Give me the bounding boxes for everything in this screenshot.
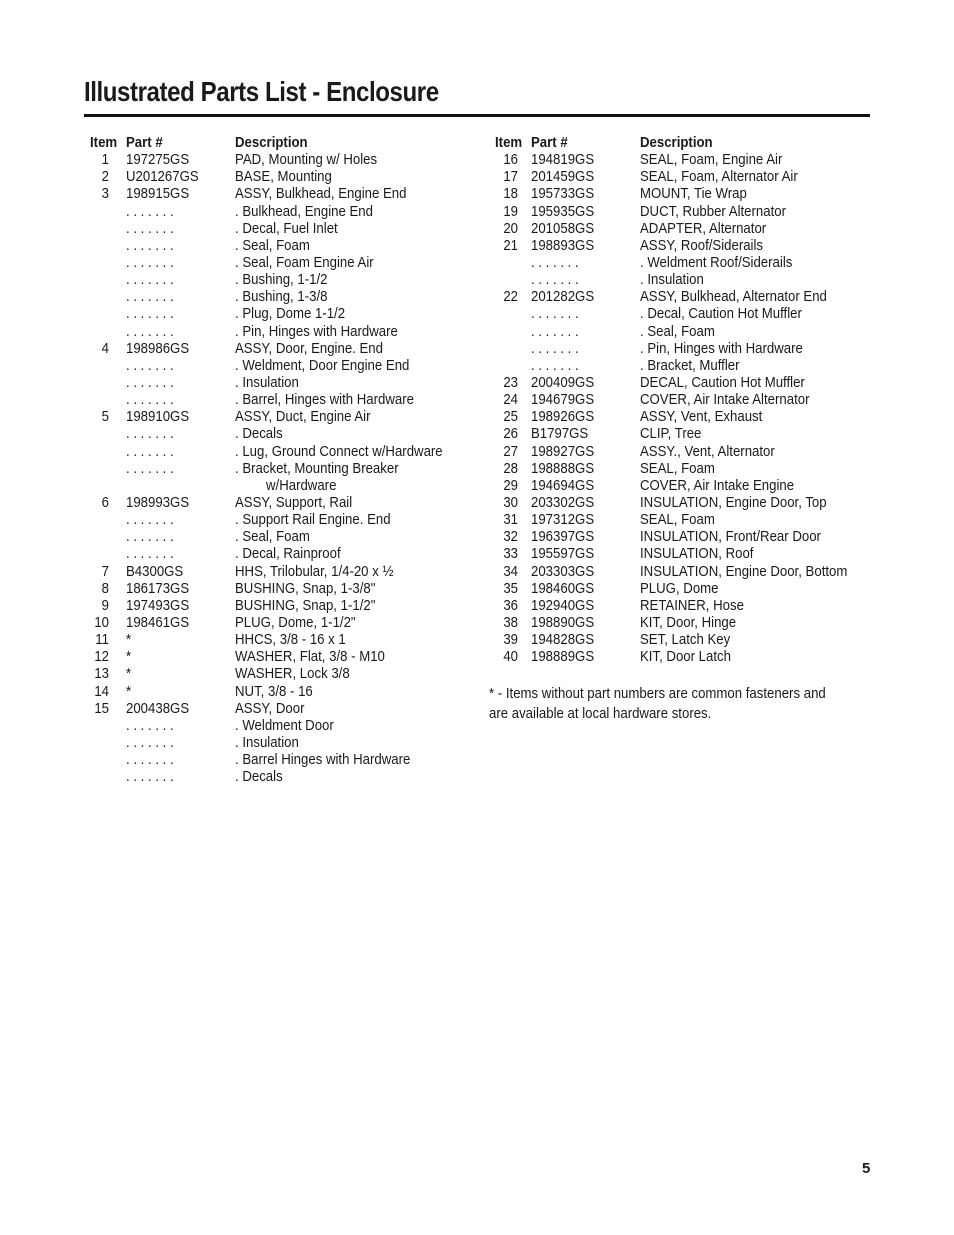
table-row [90, 751, 470, 768]
part-number: . . . . . . . [531, 339, 579, 357]
description: ASSY, Roof/Siderails [640, 236, 764, 254]
part-number: . . . . . . . [126, 425, 174, 443]
part-number: 195935GS [531, 202, 595, 220]
part-number: * [126, 682, 132, 700]
description: . Weldment Roof/Siderails [640, 253, 793, 271]
part-number: 194679GS [531, 391, 595, 409]
item-number: 15 [94, 699, 109, 717]
table-row [90, 288, 470, 305]
item-number: 38 [503, 613, 518, 631]
item-number: 27 [503, 442, 518, 460]
description: ASSY, Support, Rail [235, 493, 353, 511]
part-number: 203303GS [531, 562, 595, 580]
item-number: 23 [503, 373, 518, 391]
description: COVER, Air Intake Alternator [640, 391, 810, 409]
item-number: 12 [94, 648, 109, 666]
header-description: Description [640, 134, 713, 151]
description: . Bracket, Mounting Breaker [235, 459, 399, 477]
part-number: 198915GS [126, 185, 190, 203]
part-number: 197275GS [126, 151, 190, 169]
description: HHCS, 3/8 - 16 x 1 [235, 631, 346, 649]
part-number: * [126, 631, 132, 649]
description: MOUNT, Tie Wrap [640, 185, 747, 203]
description: INSULATION, Front/Rear Door [640, 528, 821, 546]
description: BASE, Mounting [235, 168, 332, 186]
description: NUT, 3/8 - 16 [235, 682, 313, 700]
table-row [90, 665, 470, 682]
item-number: 32 [503, 528, 518, 546]
table-row [90, 768, 470, 785]
description: DUCT, Rubber Alternator [640, 202, 786, 220]
table-row [495, 271, 875, 288]
part-number: 197312GS [531, 511, 595, 529]
table-row [90, 717, 470, 734]
description: COVER, Air Intake Engine [640, 476, 795, 494]
item-number: 30 [503, 493, 518, 511]
description: . Insulation [235, 373, 299, 391]
part-number: 198893GS [531, 236, 595, 254]
parts-rows-left [90, 151, 470, 785]
table-row [90, 220, 470, 237]
table-row [495, 288, 875, 305]
item-number: 13 [94, 665, 109, 683]
part-number: . . . . . . . [126, 733, 174, 751]
description: . Decals [235, 768, 283, 786]
table-row [495, 614, 875, 631]
table-row [495, 254, 875, 271]
part-number: . . . . . . . [126, 305, 174, 323]
item-number: 22 [503, 288, 518, 306]
description: SEAL, Foam, Alternator Air [640, 168, 798, 186]
description: ASSY., Vent, Alternator [640, 442, 775, 460]
description: . Bushing, 1-1/2 [235, 271, 328, 289]
table-row [90, 563, 470, 580]
table-row [90, 443, 470, 460]
item-number: 40 [503, 648, 518, 666]
part-number: 198986GS [126, 339, 190, 357]
description: KIT, Door, Hinge [640, 613, 737, 631]
table-row [90, 580, 470, 597]
parts-table-right [495, 134, 875, 665]
part-number: . . . . . . . [126, 322, 174, 340]
table-row [495, 408, 875, 425]
part-number: . . . . . . . [126, 442, 174, 460]
table-row [90, 185, 470, 202]
description: INSULATION, Roof [640, 545, 754, 563]
table-row [90, 357, 470, 374]
table-row [495, 511, 875, 528]
table-row [90, 323, 470, 340]
description: ASSY, Bulkhead, Alternator End [640, 288, 827, 306]
table-row [495, 357, 875, 374]
part-number: 186173GS [126, 579, 190, 597]
part-number: 203302GS [531, 493, 595, 511]
item-number: 4 [101, 339, 109, 357]
part-number: . . . . . . . [126, 751, 174, 769]
part-number: . . . . . . . [531, 322, 579, 340]
part-number: . . . . . . . [126, 528, 174, 546]
description: KIT, Door Latch [640, 648, 731, 666]
item-number: 9 [101, 596, 109, 614]
table-row [495, 168, 875, 185]
description: WASHER, Lock 3/8 [235, 665, 350, 683]
item-number: 14 [94, 682, 109, 700]
table-row [90, 648, 470, 665]
description: ASSY, Duct, Engine Air [235, 408, 371, 426]
item-number: 39 [503, 631, 518, 649]
description: ASSY, Door [235, 699, 305, 717]
table-row [90, 700, 470, 717]
description: RETAINER, Hose [640, 596, 744, 614]
item-number: 26 [503, 425, 518, 443]
item-number: 5 [101, 408, 109, 426]
part-number: 198927GS [531, 442, 595, 460]
part-number: . . . . . . . [126, 545, 174, 563]
table-row [90, 237, 470, 254]
description: . Decals [235, 425, 283, 443]
table-row [90, 305, 470, 322]
table-row [90, 168, 470, 185]
part-number: 198888GS [531, 459, 595, 477]
part-number: . . . . . . . [126, 716, 174, 734]
part-number: B4300GS [126, 562, 184, 580]
description: . Plug, Dome 1-1/2 [235, 305, 346, 323]
description: ASSY, Vent, Exhaust [640, 408, 763, 426]
part-number: . . . . . . . [126, 356, 174, 374]
table-row [495, 185, 875, 202]
item-number: 28 [503, 459, 518, 477]
description: SET, Latch Key [640, 631, 731, 649]
description: HHS, Trilobular, 1/4-20 x ½ [235, 562, 394, 580]
part-number: . . . . . . . [531, 305, 579, 323]
part-number: . . . . . . . [126, 236, 174, 254]
item-number: 29 [503, 476, 518, 494]
description: . Decal, Caution Hot Muffler [640, 305, 802, 323]
part-number: 198461GS [126, 613, 190, 631]
item-number: 21 [503, 236, 518, 254]
item-number: 6 [101, 493, 109, 511]
part-number: . . . . . . . [126, 288, 174, 306]
part-number: 197493GS [126, 596, 190, 614]
description: . Seal, Foam [235, 236, 310, 254]
description: INSULATION, Engine Door, Top [640, 493, 827, 511]
table-row [90, 425, 470, 442]
description: . Insulation [235, 733, 299, 751]
footnote-line: * - Items without part numbers are common fasteners and [489, 685, 826, 702]
part-number: . . . . . . . [126, 768, 174, 786]
table-row [495, 305, 875, 322]
part-number: 198889GS [531, 648, 595, 666]
item-number: 2 [101, 168, 109, 186]
table-row [495, 443, 875, 460]
part-number: . . . . . . . [126, 219, 174, 237]
part-number: . . . . . . . [126, 511, 174, 529]
description: PAD, Mounting w/ Holes [235, 151, 378, 169]
table-row [90, 271, 470, 288]
table-row [495, 563, 875, 580]
header-part: Part # [126, 134, 163, 151]
item-number: 3 [101, 185, 109, 203]
table-row [495, 580, 875, 597]
table-row [495, 460, 875, 477]
item-number: 7 [101, 562, 109, 580]
part-number: . . . . . . . [531, 356, 579, 374]
parts-rows-right [495, 151, 875, 665]
description: BUSHING, Snap, 1-1/2" [235, 596, 376, 614]
table-row [90, 528, 470, 545]
header-item: Item [90, 134, 118, 151]
table-row [495, 391, 875, 408]
part-number: . . . . . . . [126, 459, 174, 477]
table-row [90, 203, 470, 220]
description: SEAL, Foam [640, 459, 715, 477]
description: WASHER, Flat, 3/8 - M10 [235, 648, 385, 666]
table-row [495, 597, 875, 614]
part-number: * [126, 648, 132, 666]
table-row [90, 391, 470, 408]
description: BUSHING, Snap, 1-3/8" [235, 579, 376, 597]
table-row [90, 477, 470, 494]
part-number: 196397GS [531, 528, 595, 546]
table-header [90, 134, 470, 151]
description: . Seal, Foam [640, 322, 715, 340]
table-row [495, 477, 875, 494]
part-number: 200438GS [126, 699, 190, 717]
item-number: 16 [503, 151, 518, 169]
table-row [90, 151, 470, 168]
table-row [90, 511, 470, 528]
table-row [495, 340, 875, 357]
item-number: 18 [503, 185, 518, 203]
item-number: 24 [503, 391, 518, 409]
table-row [495, 545, 875, 562]
description: INSULATION, Engine Door, Bottom [640, 562, 848, 580]
part-number: . . . . . . . [126, 373, 174, 391]
description: ADAPTER, Alternator [640, 219, 767, 237]
item-number: 10 [94, 613, 109, 631]
table-row [90, 734, 470, 751]
part-number: 201282GS [531, 288, 595, 306]
description: . Weldment, Door Engine End [235, 356, 410, 374]
part-number: U201267GS [126, 168, 199, 186]
table-row [90, 683, 470, 700]
table-row [90, 631, 470, 648]
table-row [495, 425, 875, 442]
part-number: 198890GS [531, 613, 595, 631]
table-row [90, 408, 470, 425]
description: . Barrel Hinges with Hardware [235, 751, 411, 769]
table-row [495, 220, 875, 237]
table-row [90, 494, 470, 511]
parts-table-left [90, 134, 470, 785]
table-row [495, 237, 875, 254]
part-number: 198993GS [126, 493, 190, 511]
description: DECAL, Caution Hot Muffler [640, 373, 805, 391]
item-number: 19 [503, 202, 518, 220]
table-row [495, 631, 875, 648]
table-row [90, 340, 470, 357]
table-row [90, 597, 470, 614]
part-number: . . . . . . . [126, 253, 174, 271]
item-number: 35 [503, 579, 518, 597]
item-number: 25 [503, 408, 518, 426]
part-number: . . . . . . . [531, 271, 579, 289]
part-number: . . . . . . . [126, 391, 174, 409]
part-number: 201058GS [531, 219, 595, 237]
table-header [495, 134, 875, 151]
description: SEAL, Foam, Engine Air [640, 151, 783, 169]
description: PLUG, Dome [640, 579, 719, 597]
header-item: Item [495, 134, 523, 151]
description: . Support Rail Engine. End [235, 511, 391, 529]
item-number: 31 [503, 511, 518, 529]
description: . Seal, Foam Engine Air [235, 253, 374, 271]
page-title: Illustrated Parts List - Enclosure [84, 76, 439, 107]
description: . Insulation [640, 271, 704, 289]
table-row [495, 494, 875, 511]
description: w/Hardware [266, 476, 337, 494]
item-number: 34 [503, 562, 518, 580]
part-number: 194694GS [531, 476, 595, 494]
part-number: 201459GS [531, 168, 595, 186]
description: . Lug, Ground Connect w/Hardware [235, 442, 443, 460]
item-number: 8 [101, 579, 109, 597]
description: ASSY, Bulkhead, Engine End [235, 185, 407, 203]
description: . Bulkhead, Engine End [235, 202, 373, 220]
part-number: 198460GS [531, 579, 595, 597]
part-number: 195597GS [531, 545, 595, 563]
title-rule [84, 114, 870, 117]
table-row [495, 151, 875, 168]
description: . Decal, Rainproof [235, 545, 341, 563]
description: . Bracket, Muffler [640, 356, 740, 374]
description: ASSY, Door, Engine. End [235, 339, 383, 357]
description: . Barrel, Hinges with Hardware [235, 391, 415, 409]
header-description: Description [235, 134, 308, 151]
table-row [90, 254, 470, 271]
description: . Pin, Hinges with Hardware [235, 322, 398, 340]
part-number: 194819GS [531, 151, 595, 169]
part-number: 200409GS [531, 373, 595, 391]
part-number: . . . . . . . [126, 202, 174, 220]
table-row [90, 614, 470, 631]
part-number: 198910GS [126, 408, 190, 426]
footnote [489, 684, 841, 723]
item-number: 17 [503, 168, 518, 186]
part-number: 195733GS [531, 185, 595, 203]
part-number: . . . . . . . [531, 253, 579, 271]
part-number: . . . . . . . [126, 271, 174, 289]
table-row [495, 648, 875, 665]
description: . Weldment Door [235, 716, 334, 734]
description: . Decal, Fuel Inlet [235, 219, 338, 237]
item-number: 11 [95, 631, 109, 649]
table-row [495, 323, 875, 340]
item-number: 33 [503, 545, 518, 563]
header-part: Part # [531, 134, 568, 151]
table-row [90, 374, 470, 391]
table-row [495, 374, 875, 391]
part-number: B1797GS [531, 425, 589, 443]
item-number: 1 [101, 151, 109, 169]
table-row [90, 545, 470, 562]
table-row [495, 203, 875, 220]
table-row [495, 528, 875, 545]
page-number: 5 [862, 1160, 871, 1177]
item-number: 20 [503, 219, 518, 237]
description: SEAL, Foam [640, 511, 715, 529]
part-number: 192940GS [531, 596, 595, 614]
part-number: 198926GS [531, 408, 595, 426]
table-row [90, 460, 470, 477]
description: . Seal, Foam [235, 528, 310, 546]
description: . Bushing, 1-3/8 [235, 288, 328, 306]
part-number: 194828GS [531, 631, 595, 649]
part-number: * [126, 665, 132, 683]
description: PLUG, Dome, 1-1/2" [235, 613, 356, 631]
description: . Pin, Hinges with Hardware [640, 339, 803, 357]
footnote-line: are available at local hardware stores. [489, 704, 712, 722]
item-number: 36 [503, 596, 518, 614]
description: CLIP, Tree [640, 425, 702, 443]
